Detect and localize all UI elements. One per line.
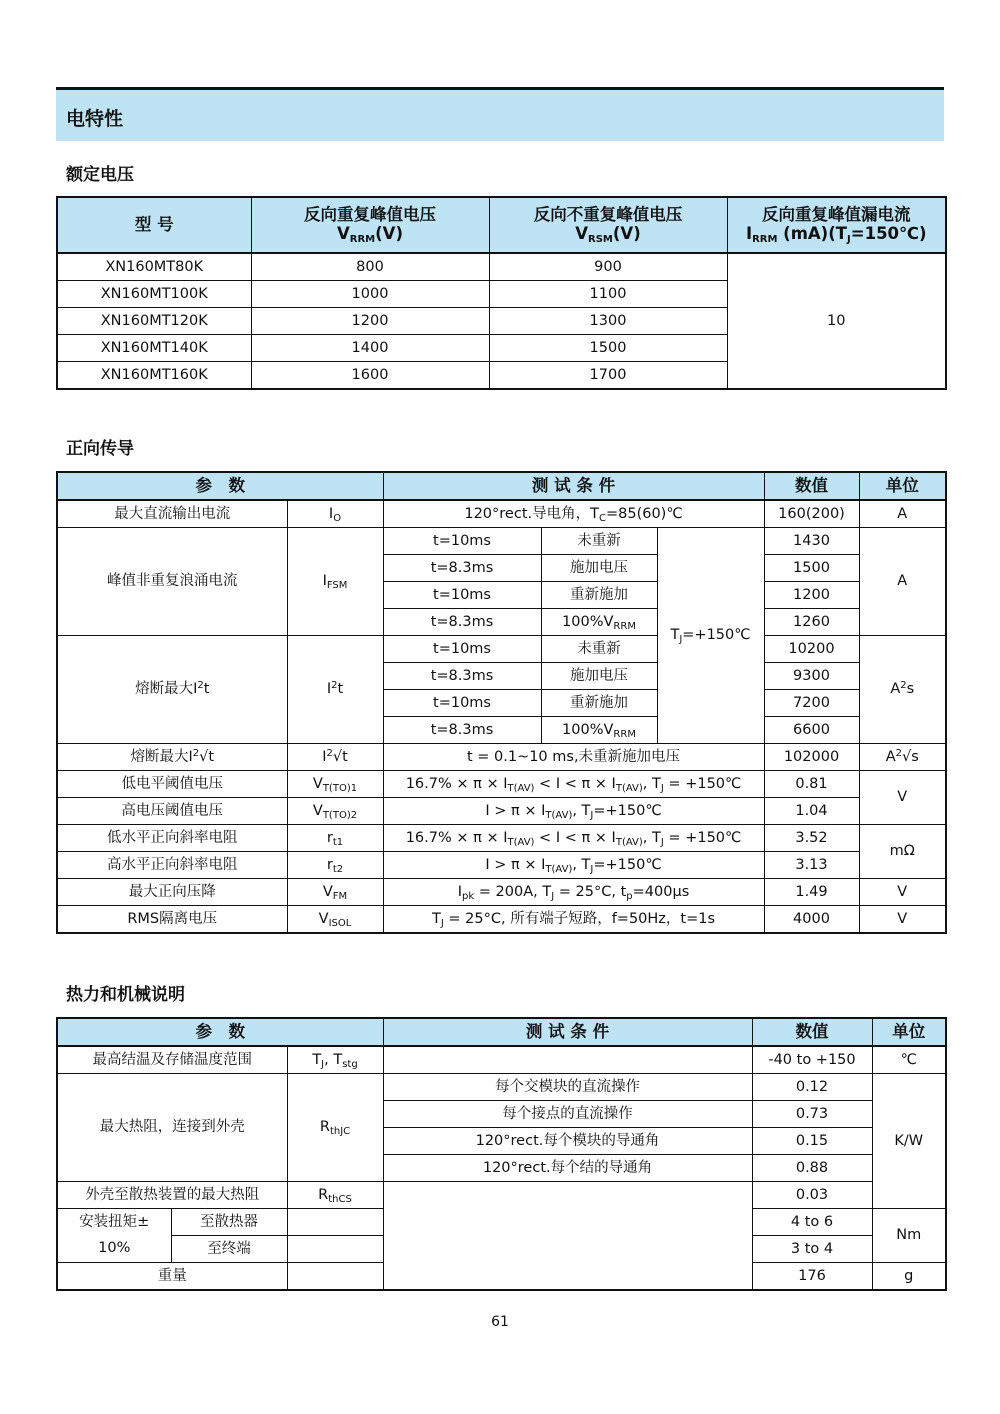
cond-time: t=10ms bbox=[383, 528, 541, 555]
param-value: 4 to 6 bbox=[752, 1209, 872, 1236]
page-number: 61 bbox=[491, 1314, 509, 1330]
param-condition: 120°rect.导电角，$T_C=85(60)℃$ bbox=[383, 500, 764, 528]
param-symbol bbox=[287, 1209, 383, 1236]
header-value: 数值 bbox=[764, 472, 859, 500]
table-row bbox=[57, 879, 946, 906]
cond-reapply: 施加电压 bbox=[541, 555, 657, 582]
param-value: 10200 bbox=[764, 636, 859, 663]
param-value: 0.73 bbox=[752, 1101, 872, 1128]
model-cell: XN160MT100K bbox=[57, 281, 251, 308]
param-unit: V bbox=[859, 879, 946, 906]
param-condition bbox=[383, 1182, 752, 1291]
param-condition: $I_{pk} = 200A$, $T_J = 25^\circ C$, $t_p=400\mu s$ bbox=[383, 879, 764, 906]
vrsm-cell: 1100 bbox=[489, 281, 727, 308]
param-condition: 每个接点的直流操作 bbox=[383, 1101, 752, 1128]
table-row bbox=[57, 500, 946, 528]
header-param: 参 数 bbox=[57, 1018, 383, 1046]
param-symbol: $R_{thJC}$ bbox=[287, 1074, 383, 1182]
header-vrsm-label: 反向不重复峰值电压 bbox=[533, 205, 683, 225]
param-unit: V bbox=[859, 906, 946, 934]
vrsm-cell: 1300 bbox=[489, 308, 727, 335]
irrm-cell: 10 bbox=[727, 253, 946, 389]
vrsm-cell: 1500 bbox=[489, 335, 727, 362]
param-symbol: $r_{t1}$ bbox=[287, 825, 383, 852]
param-condition: 120°rect.每个结的导通角 bbox=[383, 1155, 752, 1182]
param-symbol: $V_{ISOL}$ bbox=[287, 906, 383, 934]
param-name: 高水平正向斜率电阻 bbox=[57, 852, 287, 879]
vrrm-cell: 1400 bbox=[251, 335, 489, 362]
cond-time: t=8.3ms bbox=[383, 555, 541, 582]
cond-time: t=10ms bbox=[383, 582, 541, 609]
param-value: 0.15 bbox=[752, 1128, 872, 1155]
vrsm-cell: 900 bbox=[489, 253, 727, 281]
param-value: 9300 bbox=[764, 663, 859, 690]
param-name: 最高结温及存储温度范围 bbox=[57, 1046, 287, 1074]
table-row bbox=[57, 253, 946, 281]
param-name: 最大热阻，连接到外壳 bbox=[57, 1074, 287, 1182]
torque-target: 至散热器 bbox=[171, 1209, 287, 1236]
table-header-row bbox=[57, 1018, 946, 1046]
header-param: 参 数 bbox=[57, 472, 383, 500]
header-cond: 测 试 条 件 bbox=[383, 1018, 752, 1046]
cond-reapply: $100\%V_{RRM}$ bbox=[541, 717, 657, 744]
param-value: 6600 bbox=[764, 717, 859, 744]
param-symbol: $r_{t2}$ bbox=[287, 852, 383, 879]
header-unit: 单位 bbox=[859, 472, 946, 500]
param-name: 熔断最大$I^2√t$ bbox=[57, 744, 287, 771]
param-condition: $I > \pi \times I_{T(AV)}$, $T_J=+150℃$ bbox=[383, 798, 764, 825]
param-symbol bbox=[287, 1236, 383, 1263]
param-value: 3.13 bbox=[764, 852, 859, 879]
cond-reapply: $100\%V_{RRM}$ bbox=[541, 609, 657, 636]
thermal-title: 热力和机械说明 bbox=[66, 985, 185, 1005]
table-row bbox=[57, 744, 946, 771]
param-value: 160(200) bbox=[764, 500, 859, 528]
header-value: 数值 bbox=[752, 1018, 872, 1046]
torque-target: 至终端 bbox=[171, 1236, 287, 1263]
header-model: 型 号 bbox=[57, 197, 251, 253]
param-value: 1.49 bbox=[764, 879, 859, 906]
param-symbol: $I^2√t$ bbox=[287, 744, 383, 771]
section-header-title: 电特性 bbox=[66, 108, 124, 130]
param-name: 峰值非重复浪涌电流 bbox=[57, 528, 287, 636]
param-value: 1430 bbox=[764, 528, 859, 555]
table-row bbox=[57, 852, 946, 879]
header-cond: 测 试 条 件 bbox=[383, 472, 764, 500]
param-name: 最大正向压降 bbox=[57, 879, 287, 906]
header-irrm-label: 反向重复峰值漏电流 bbox=[762, 205, 911, 225]
param-unit: A bbox=[859, 500, 946, 528]
param-value: 1260 bbox=[764, 609, 859, 636]
cond-time: t=8.3ms bbox=[383, 609, 541, 636]
param-symbol: $R_{thCS}$ bbox=[287, 1182, 383, 1209]
param-name: 最大直流输出电流 bbox=[57, 500, 287, 528]
cond-reapply: 未重新 bbox=[541, 528, 657, 555]
param-value: 0.03 bbox=[752, 1182, 872, 1209]
thermal-table bbox=[56, 1017, 947, 1291]
vrrm-cell: 800 bbox=[251, 253, 489, 281]
param-symbol bbox=[287, 1263, 383, 1291]
model-cell: XN160MT80K bbox=[57, 253, 251, 281]
param-symbol: $T_J$, $T_{stg}$ bbox=[287, 1046, 383, 1074]
cond-tj: $T_J=+150℃$ bbox=[657, 528, 764, 744]
vrrm-cell: 1600 bbox=[251, 362, 489, 390]
param-name: RMS隔离电压 bbox=[57, 906, 287, 934]
table-row bbox=[57, 825, 946, 852]
header-vrrm-symbol: $V_{RRM}(V)$ bbox=[337, 224, 403, 245]
table-row bbox=[57, 906, 946, 934]
param-unit: $A^2s$ bbox=[859, 636, 946, 744]
section-header bbox=[56, 87, 944, 141]
param-condition: t = 0.1~10 ms,未重新施加电压 bbox=[383, 744, 764, 771]
table-row bbox=[57, 1182, 946, 1209]
forward-conduction-table bbox=[56, 471, 947, 934]
param-unit: mΩ bbox=[859, 825, 946, 879]
table-row bbox=[57, 528, 946, 555]
cond-reapply: 未重新 bbox=[541, 636, 657, 663]
header-vrsm bbox=[489, 197, 727, 253]
vrrm-cell: 1200 bbox=[251, 308, 489, 335]
param-name: 低电平阈值电压 bbox=[57, 771, 287, 798]
param-value: 1500 bbox=[764, 555, 859, 582]
param-name: 安装扭矩± bbox=[57, 1209, 171, 1236]
rated-voltage-title: 额定电压 bbox=[66, 165, 134, 185]
param-name: 低水平正向斜率电阻 bbox=[57, 825, 287, 852]
table-row bbox=[57, 771, 946, 798]
param-symbol: $I_{FSM}$ bbox=[287, 528, 383, 636]
cond-time: t=10ms bbox=[383, 690, 541, 717]
param-value: 7200 bbox=[764, 690, 859, 717]
param-value: -40 to +150 bbox=[752, 1046, 872, 1074]
param-value: 0.81 bbox=[764, 771, 859, 798]
param-name: 熔断最大$I^2t$ bbox=[57, 636, 287, 744]
vrsm-cell: 1700 bbox=[489, 362, 727, 390]
param-condition: $16.7\% \times \pi \times I_{T(AV)} < I < \pi \times I_{T(AV)}$, $T_J$ = +150℃ bbox=[383, 771, 764, 798]
cond-time: t=8.3ms bbox=[383, 663, 541, 690]
param-value: 1200 bbox=[764, 582, 859, 609]
header-vrsm-symbol: $V_{RSM}(V)$ bbox=[575, 224, 641, 245]
param-condition: $T_J = 25^\circ C$, 所有端子短路，f=50Hz，t=1s bbox=[383, 906, 764, 934]
param-symbol: $V_{T(TO)2}$ bbox=[287, 798, 383, 825]
cond-time: t=8.3ms bbox=[383, 717, 541, 744]
param-symbol: $V_{FM}$ bbox=[287, 879, 383, 906]
model-cell: XN160MT120K bbox=[57, 308, 251, 335]
param-unit: g bbox=[872, 1263, 946, 1291]
param-value: 4000 bbox=[764, 906, 859, 934]
param-unit: V bbox=[859, 771, 946, 825]
param-value: 1.04 bbox=[764, 798, 859, 825]
cond-time: t=10ms bbox=[383, 636, 541, 663]
param-value: 0.88 bbox=[752, 1155, 872, 1182]
param-value: 0.12 bbox=[752, 1074, 872, 1101]
param-unit: ℃ bbox=[872, 1046, 946, 1074]
header-irrm-symbol: $I_{RRM}$ $(mA)(T_J=150℃)$ bbox=[745, 224, 927, 245]
param-value: 3.52 bbox=[764, 825, 859, 852]
header-vrrm bbox=[251, 197, 489, 253]
param-condition: 每个交模块的直流操作 bbox=[383, 1074, 752, 1101]
param-name-tolerance: 10% bbox=[57, 1236, 171, 1263]
param-symbol: $I^2t$ bbox=[287, 636, 383, 744]
table-header-row bbox=[57, 197, 946, 253]
table-row bbox=[57, 1074, 946, 1101]
forward-conduction-title: 正向传导 bbox=[66, 439, 134, 459]
model-cell: XN160MT140K bbox=[57, 335, 251, 362]
param-unit: K/W bbox=[872, 1074, 946, 1209]
param-condition bbox=[383, 1046, 752, 1074]
table-row bbox=[57, 798, 946, 825]
cond-reapply: 施加电压 bbox=[541, 663, 657, 690]
rated-voltage-table bbox=[56, 196, 947, 390]
param-condition: 120°rect.每个模块的导通角 bbox=[383, 1128, 752, 1155]
param-condition: $16.7\% \times \pi \times I_{T(AV)} < I < \pi \times I_{T(AV)}$, $T_J$ = +150℃ bbox=[383, 825, 764, 852]
table-row bbox=[57, 1046, 946, 1074]
param-value: 102000 bbox=[764, 744, 859, 771]
param-unit: $A^2√s$ bbox=[859, 744, 946, 771]
param-name: 重量 bbox=[57, 1263, 287, 1291]
param-value: 176 bbox=[752, 1263, 872, 1291]
header-vrrm-label: 反向重复峰值电压 bbox=[304, 205, 436, 225]
param-condition: $I > \pi \times I_{T(AV)}$, $T_J=+150℃$ bbox=[383, 852, 764, 879]
param-unit: Nm bbox=[872, 1209, 946, 1263]
param-symbol: $I_O$ bbox=[287, 500, 383, 528]
param-symbol: $V_{T(TO)1}$ bbox=[287, 771, 383, 798]
model-cell: XN160MT160K bbox=[57, 362, 251, 390]
header-unit: 单位 bbox=[872, 1018, 946, 1046]
cond-reapply: 重新施加 bbox=[541, 582, 657, 609]
param-unit: A bbox=[859, 528, 946, 636]
table-row bbox=[57, 636, 946, 663]
param-name: 外壳至散热装置的最大热阻 bbox=[57, 1182, 287, 1209]
cond-reapply: 重新施加 bbox=[541, 690, 657, 717]
vrrm-cell: 1000 bbox=[251, 281, 489, 308]
header-irrm bbox=[727, 197, 946, 253]
param-value: 3 to 4 bbox=[752, 1236, 872, 1263]
table-header-row bbox=[57, 472, 946, 500]
param-name: 高电压阈值电压 bbox=[57, 798, 287, 825]
